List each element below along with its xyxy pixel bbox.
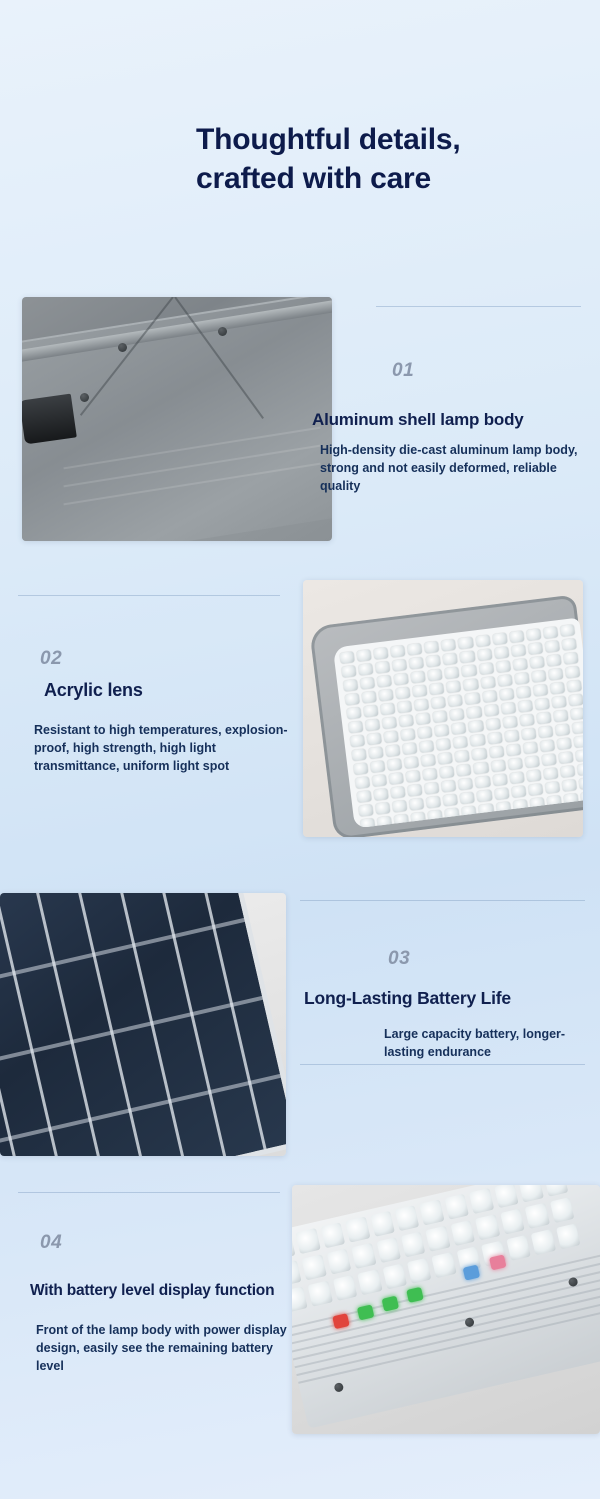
led-dot [553, 710, 568, 723]
led-dot [350, 735, 365, 748]
feature-title-02: Acrylic lens [44, 680, 143, 700]
led-dot [351, 1243, 376, 1269]
led-dot [296, 1228, 321, 1254]
led-dot [521, 728, 536, 741]
led-dot [492, 633, 507, 646]
solar-busbar [0, 996, 263, 1072]
led-dot [477, 790, 492, 803]
led-dot [572, 722, 583, 735]
led-dot [568, 694, 583, 707]
solar-busbar [0, 918, 245, 994]
led-dot [470, 734, 485, 747]
led-dot [502, 716, 517, 729]
led-dot [379, 689, 394, 702]
led-dot [356, 649, 371, 662]
led-dot [401, 728, 416, 741]
feature-image-acrylic-lens [303, 580, 583, 837]
feature-text-02 [40, 648, 290, 677]
led-dot [558, 751, 573, 764]
feature-description-04: Front of the lamp body with power display design, easily see the remaining battery level [36, 1323, 287, 1373]
led-dot [556, 1223, 581, 1249]
feature-description-01: High-density die-cast aluminum lamp body, strong and not easily deformed, reliable quality [320, 443, 578, 493]
led-dot [562, 779, 577, 792]
led-dot [377, 675, 392, 688]
led-dot [443, 653, 458, 666]
led-dot [516, 686, 531, 699]
divider-04 [18, 1192, 280, 1193]
led-dot [526, 628, 541, 641]
led-dot [482, 690, 497, 703]
led-dot [494, 646, 509, 659]
led-dot [397, 701, 412, 714]
led-dot [460, 792, 475, 805]
led-dot [368, 746, 383, 759]
led-dot [357, 1269, 382, 1295]
led-dot [511, 785, 526, 798]
led-dot [492, 774, 507, 787]
led-dot [500, 1209, 525, 1235]
led-dot [567, 680, 582, 693]
led-dot [489, 746, 504, 759]
led-dot [499, 688, 514, 701]
led-dot [509, 772, 524, 785]
led-dot [358, 804, 373, 817]
led-dot [494, 788, 509, 801]
led-dot [579, 777, 583, 790]
led-dot [406, 770, 421, 783]
battery-indicator-pink [489, 1254, 507, 1270]
led-dot [399, 715, 414, 728]
led-dot [529, 656, 544, 669]
led-dot [362, 691, 377, 704]
divider-02 [18, 595, 280, 596]
feature-number-03: 03 [388, 948, 411, 969]
led-dot [560, 624, 575, 637]
led-dot [548, 668, 563, 681]
led-dot [292, 1234, 296, 1260]
led-dot [385, 744, 400, 757]
led-dot [555, 724, 570, 737]
led-dot [467, 706, 482, 719]
led-dot [438, 752, 453, 765]
led-dot [543, 767, 558, 780]
led-dot [458, 778, 473, 791]
led-dot [431, 696, 446, 709]
led-dot [465, 692, 480, 705]
led-dot [411, 671, 426, 684]
led-dot [375, 802, 390, 815]
led-dot [575, 749, 583, 762]
led-dot [375, 661, 390, 674]
led-dot [450, 1220, 475, 1246]
divider-01 [376, 306, 581, 307]
led-dot [443, 794, 458, 807]
led-dot [348, 721, 363, 734]
led-dot [475, 1214, 500, 1240]
led-dot [353, 762, 368, 775]
led-dot [434, 724, 449, 737]
led-dot [374, 788, 389, 801]
feature-number-01: 01 [392, 360, 415, 381]
led-dot [414, 699, 429, 712]
led-dot [376, 1237, 401, 1263]
led-dot [429, 683, 444, 696]
led-dot [519, 714, 534, 727]
led-dot [563, 652, 578, 665]
led-dot [302, 1254, 327, 1280]
led-dot [560, 765, 575, 778]
led-dot [485, 718, 500, 731]
led-dot [448, 694, 463, 707]
led-dot [573, 735, 583, 748]
led-dot [475, 776, 490, 789]
led-dot [463, 678, 478, 691]
led-dot [357, 790, 372, 803]
led-dot [441, 639, 456, 652]
led-dot [528, 783, 543, 796]
led-dot [308, 1281, 333, 1307]
feature-desc-block-01 [320, 442, 588, 495]
led-dot [445, 667, 460, 680]
led-dot [407, 784, 422, 797]
led-dot [540, 740, 555, 753]
led-dot [477, 649, 492, 662]
led-dot [351, 749, 366, 762]
page-title: Thoughtful details, crafted with care [196, 123, 461, 195]
feature-image-battery-display [292, 1185, 600, 1434]
led-dot [526, 769, 541, 782]
led-dot [509, 630, 524, 643]
led-dot [469, 1188, 494, 1214]
led-dot [490, 760, 505, 773]
led-dot [455, 750, 470, 763]
led-dot [412, 685, 427, 698]
led-dot [487, 732, 502, 745]
led-dot [511, 644, 526, 657]
led-dot [531, 670, 546, 683]
led-dot [480, 676, 495, 689]
led-dot [367, 733, 382, 746]
led-dot [556, 737, 571, 750]
battery-indicator-green-3 [406, 1287, 424, 1303]
feature-text-03 [388, 948, 588, 977]
feature-description-03: Large capacity battery, longer-lasting endurance [384, 1027, 566, 1059]
led-dot [389, 772, 404, 785]
feature-number-02: 02 [40, 648, 63, 669]
feature-image-aluminum-shell [22, 297, 332, 541]
led-dot [380, 703, 395, 716]
led-dot [360, 677, 375, 690]
led-dot [409, 798, 424, 811]
led-dot [370, 760, 385, 773]
battery-indicator-blue [463, 1265, 481, 1281]
led-dot [436, 738, 451, 751]
led-dot [345, 693, 360, 706]
led-dot [373, 647, 388, 660]
feature-title-01: Aluminum shell lamp body [312, 410, 524, 429]
solar-busbar [0, 1074, 281, 1150]
led-dot [343, 679, 358, 692]
led-dot [404, 756, 419, 769]
feature-description-02: Resistant to high temperatures, explosion-proof, high strength, high light transmittance, uniform light spot [34, 723, 288, 773]
led-dot [416, 712, 431, 725]
feature-desc-block-03 [384, 1026, 584, 1062]
led-dot [462, 665, 477, 678]
led-dot [355, 776, 370, 789]
led-dot [372, 774, 387, 787]
led-dot [545, 781, 560, 794]
led-dot [543, 626, 558, 639]
feature-image-solar-panel [0, 893, 286, 1156]
feature-title-block-01 [312, 410, 592, 439]
feature-title-block-02 [44, 680, 294, 710]
led-dot [407, 643, 422, 656]
led-dot [424, 641, 439, 654]
feature-text-04 [40, 1232, 290, 1261]
led-dot [534, 698, 549, 711]
solar-cell-line [0, 893, 67, 1156]
led-dot [475, 635, 490, 648]
led-dot [494, 1185, 519, 1208]
led-dot [387, 758, 402, 771]
led-dot [543, 1185, 568, 1197]
led-dot [426, 1226, 451, 1252]
led-dot [384, 731, 399, 744]
led-dot [551, 696, 566, 709]
led-dot [541, 753, 556, 766]
led-dot [460, 651, 475, 664]
led-dot [514, 672, 529, 685]
led-dot [550, 682, 565, 695]
battery-indicator-green-1 [357, 1304, 375, 1320]
led-dot [561, 638, 576, 651]
led-dot [363, 705, 378, 718]
led-dot [395, 1205, 420, 1231]
led-dot [333, 1275, 358, 1301]
led-dot [524, 756, 539, 769]
led-dot [457, 764, 472, 777]
led-dot [433, 710, 448, 723]
led-dot [525, 1203, 550, 1229]
led-dot [478, 662, 493, 675]
led-dot [536, 712, 551, 725]
led-dot [517, 700, 532, 713]
feature-title-block-03 [304, 988, 594, 1018]
led-dot [409, 657, 424, 670]
led-dot [394, 673, 409, 686]
led-dot [370, 1211, 395, 1237]
led-dot [507, 758, 522, 771]
led-dot [390, 786, 405, 799]
led-dot [421, 754, 436, 767]
led-dot [418, 726, 433, 739]
feature-number-04: 04 [40, 1232, 63, 1253]
led-dot [444, 1194, 469, 1220]
led-dot [358, 663, 373, 676]
led-dot [497, 674, 512, 687]
led-dot [538, 726, 553, 739]
led-dot [440, 766, 455, 779]
feature-title-block-04 [30, 1282, 300, 1309]
led-dot [546, 654, 561, 667]
led-dot [382, 1263, 407, 1289]
led-dot [382, 717, 397, 730]
led-dot [426, 796, 441, 809]
led-dot [523, 742, 538, 755]
led-dot [512, 658, 527, 671]
feature-desc-block-04 [36, 1322, 294, 1375]
led-dot [550, 1197, 575, 1223]
led-dot [506, 1235, 531, 1261]
led-dot [472, 748, 487, 761]
led-dot [545, 640, 560, 653]
led-dot [428, 669, 443, 682]
led-dot [390, 645, 405, 658]
led-dot [501, 702, 516, 715]
battery-indicator-red [332, 1313, 350, 1329]
led-dot [423, 768, 438, 781]
led-dot [519, 1185, 544, 1203]
led-dot [345, 1217, 370, 1243]
led-dot [420, 1199, 445, 1225]
feature-desc-block-02 [34, 722, 296, 775]
led-dot [506, 744, 521, 757]
led-dot [402, 742, 417, 755]
led-dot [504, 730, 519, 743]
led-dot [473, 762, 488, 775]
led-dot [446, 681, 461, 694]
divider-03-bottom [300, 1064, 585, 1065]
led-dot [395, 687, 410, 700]
led-dot [346, 707, 361, 720]
led-dot [450, 708, 465, 721]
led-dot [392, 659, 407, 672]
led-dot [401, 1231, 426, 1257]
led-dot [528, 642, 543, 655]
led-dot [468, 720, 483, 733]
led-dot [495, 660, 510, 673]
led-dot [327, 1249, 352, 1275]
led-dot [565, 666, 580, 679]
led-dot [570, 708, 583, 721]
led-dot [577, 763, 583, 776]
led-dot [392, 800, 407, 813]
led-dot [531, 1229, 556, 1255]
led-dot [441, 780, 456, 793]
divider-03 [300, 900, 585, 901]
led-dot [365, 719, 380, 732]
led-dot [453, 736, 468, 749]
led-dot [533, 684, 548, 697]
led-dot [419, 740, 434, 753]
led-dot [424, 782, 439, 795]
led-dot [340, 651, 355, 664]
led-dot [426, 655, 441, 668]
feature-title-04: With battery level display function [30, 1282, 275, 1299]
led-dot [432, 1252, 457, 1278]
led-dot [341, 665, 356, 678]
led-dot [321, 1222, 346, 1248]
led-dot [407, 1258, 432, 1284]
led-dot [451, 722, 466, 735]
led-dot [484, 704, 499, 717]
feature-title-03: Long-Lasting Battery Life [304, 988, 511, 1008]
feature-text-01 [392, 360, 592, 389]
led-dot [458, 637, 473, 650]
